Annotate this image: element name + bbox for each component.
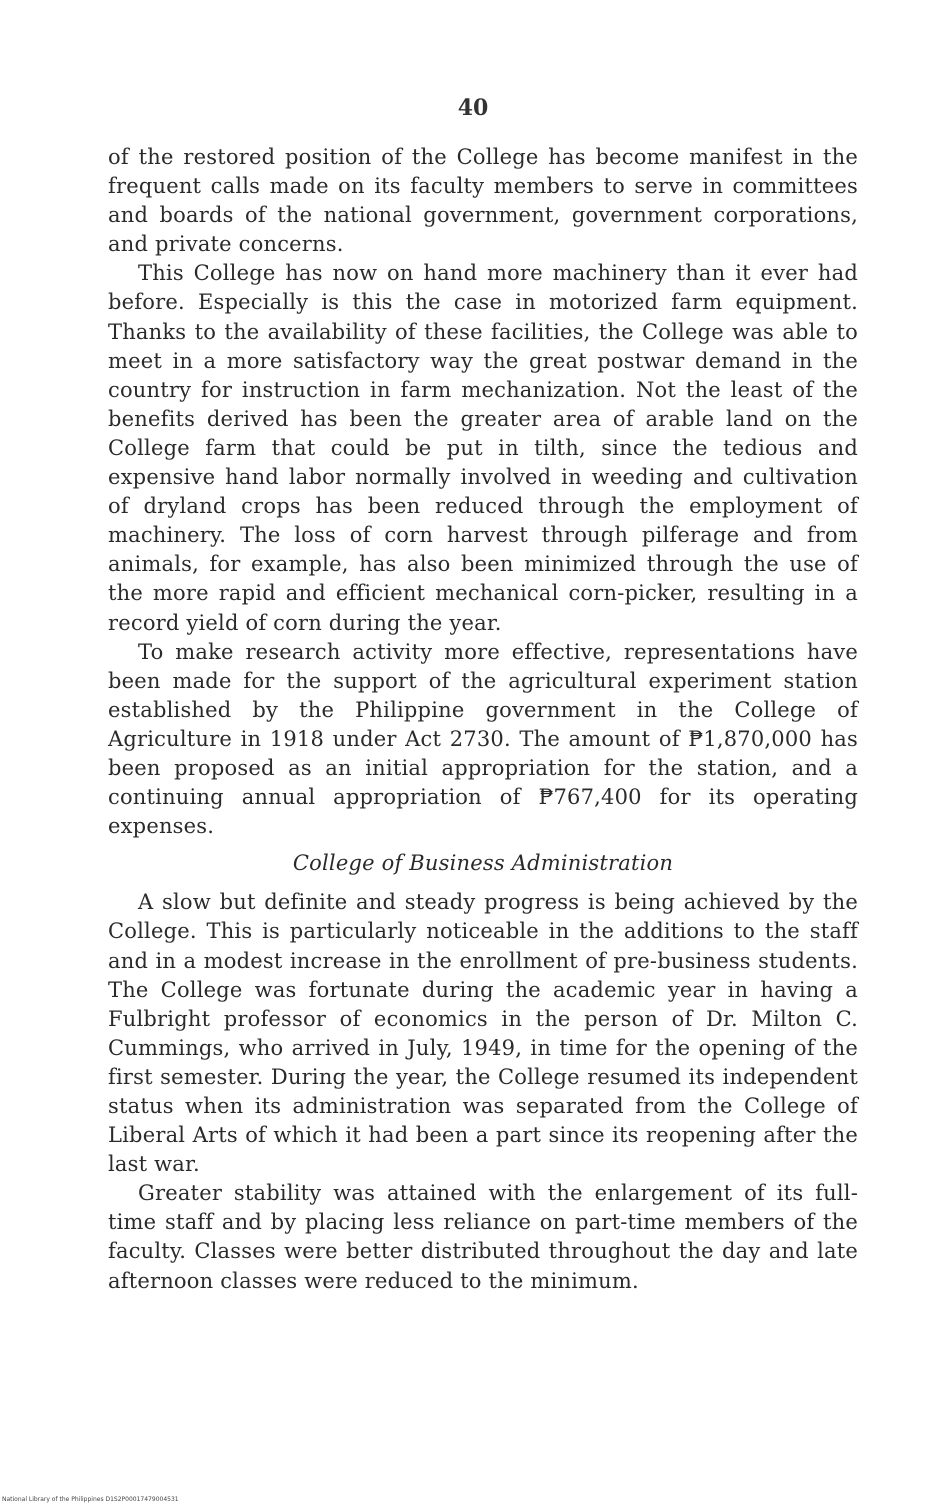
paragraph-business-progress: A slow but definite and steady progress is being achieved by the College. This is particularly noticeable in the additions to the staff and in a modest increase in the enrollment of pre-business students. The College was fortunate during the academic year in having a Fulbright professor of economics in the person of Dr. Milton C. Cummings, who arrived in July, 1949, in time for the opening of the first semester. During the year, the College resumed its independent status when its administration was separated from the College of Liberal Arts of which it had been a part since its reopening after the last war. xyxy=(108,890,858,1177)
body-text xyxy=(108,143,858,1296)
paragraph-research: To make research activity more effective, representations have been made for the support of the agricultural experiment station established by the Philippine government in the College of Agriculture in 1918 under Act 2730. The amount of ₱1,870,000 has been proposed as an initial appropriation for the station, and a continuing annual appropriation of ₱767,400 for its operating expenses. xyxy=(108,639,858,839)
paragraph-continuation: of the restored position of the College has become manifest in the frequent calls made on its faculty members to serve in committees and boards of the national government, government corporations, and private concerns. xyxy=(108,145,858,257)
page-number: 40 xyxy=(457,95,489,121)
section-heading: College of Business Administration xyxy=(292,851,674,876)
paragraph-business-stability: Greater stability was attained with the enlargement of its full-time staff and by placing less reliance on part-time members of the faculty. Classes were better distributed throughout the day and late afternoon classes were reduced to the minimum. xyxy=(108,1181,858,1293)
paragraph-machinery: This College has now on hand more machinery than it ever had before. Especially is this the case in motorized farm equipment. Thanks to the availability of these facilities, the College was able to meet in a more satisfactory way the great postwar demand in the country for instruction in farm mechanization. Not the least of the benefits derived has been the greater area of arable land on the College farm that could be put in tilth, since the tedious and expensive hand labor normally involved in weeding and cultivation of dryland crops has been reduced through the employment of machinery. The loss of corn harvest through pilferage and from animals, for example, has also been minimized through the use of the more rapid and efficient mechanical corn-picker, resulting in a record yield of corn during the year. xyxy=(108,261,858,635)
archive-footer: National Library of the Philippines D1S2P00017479004531 xyxy=(2,1496,179,1503)
